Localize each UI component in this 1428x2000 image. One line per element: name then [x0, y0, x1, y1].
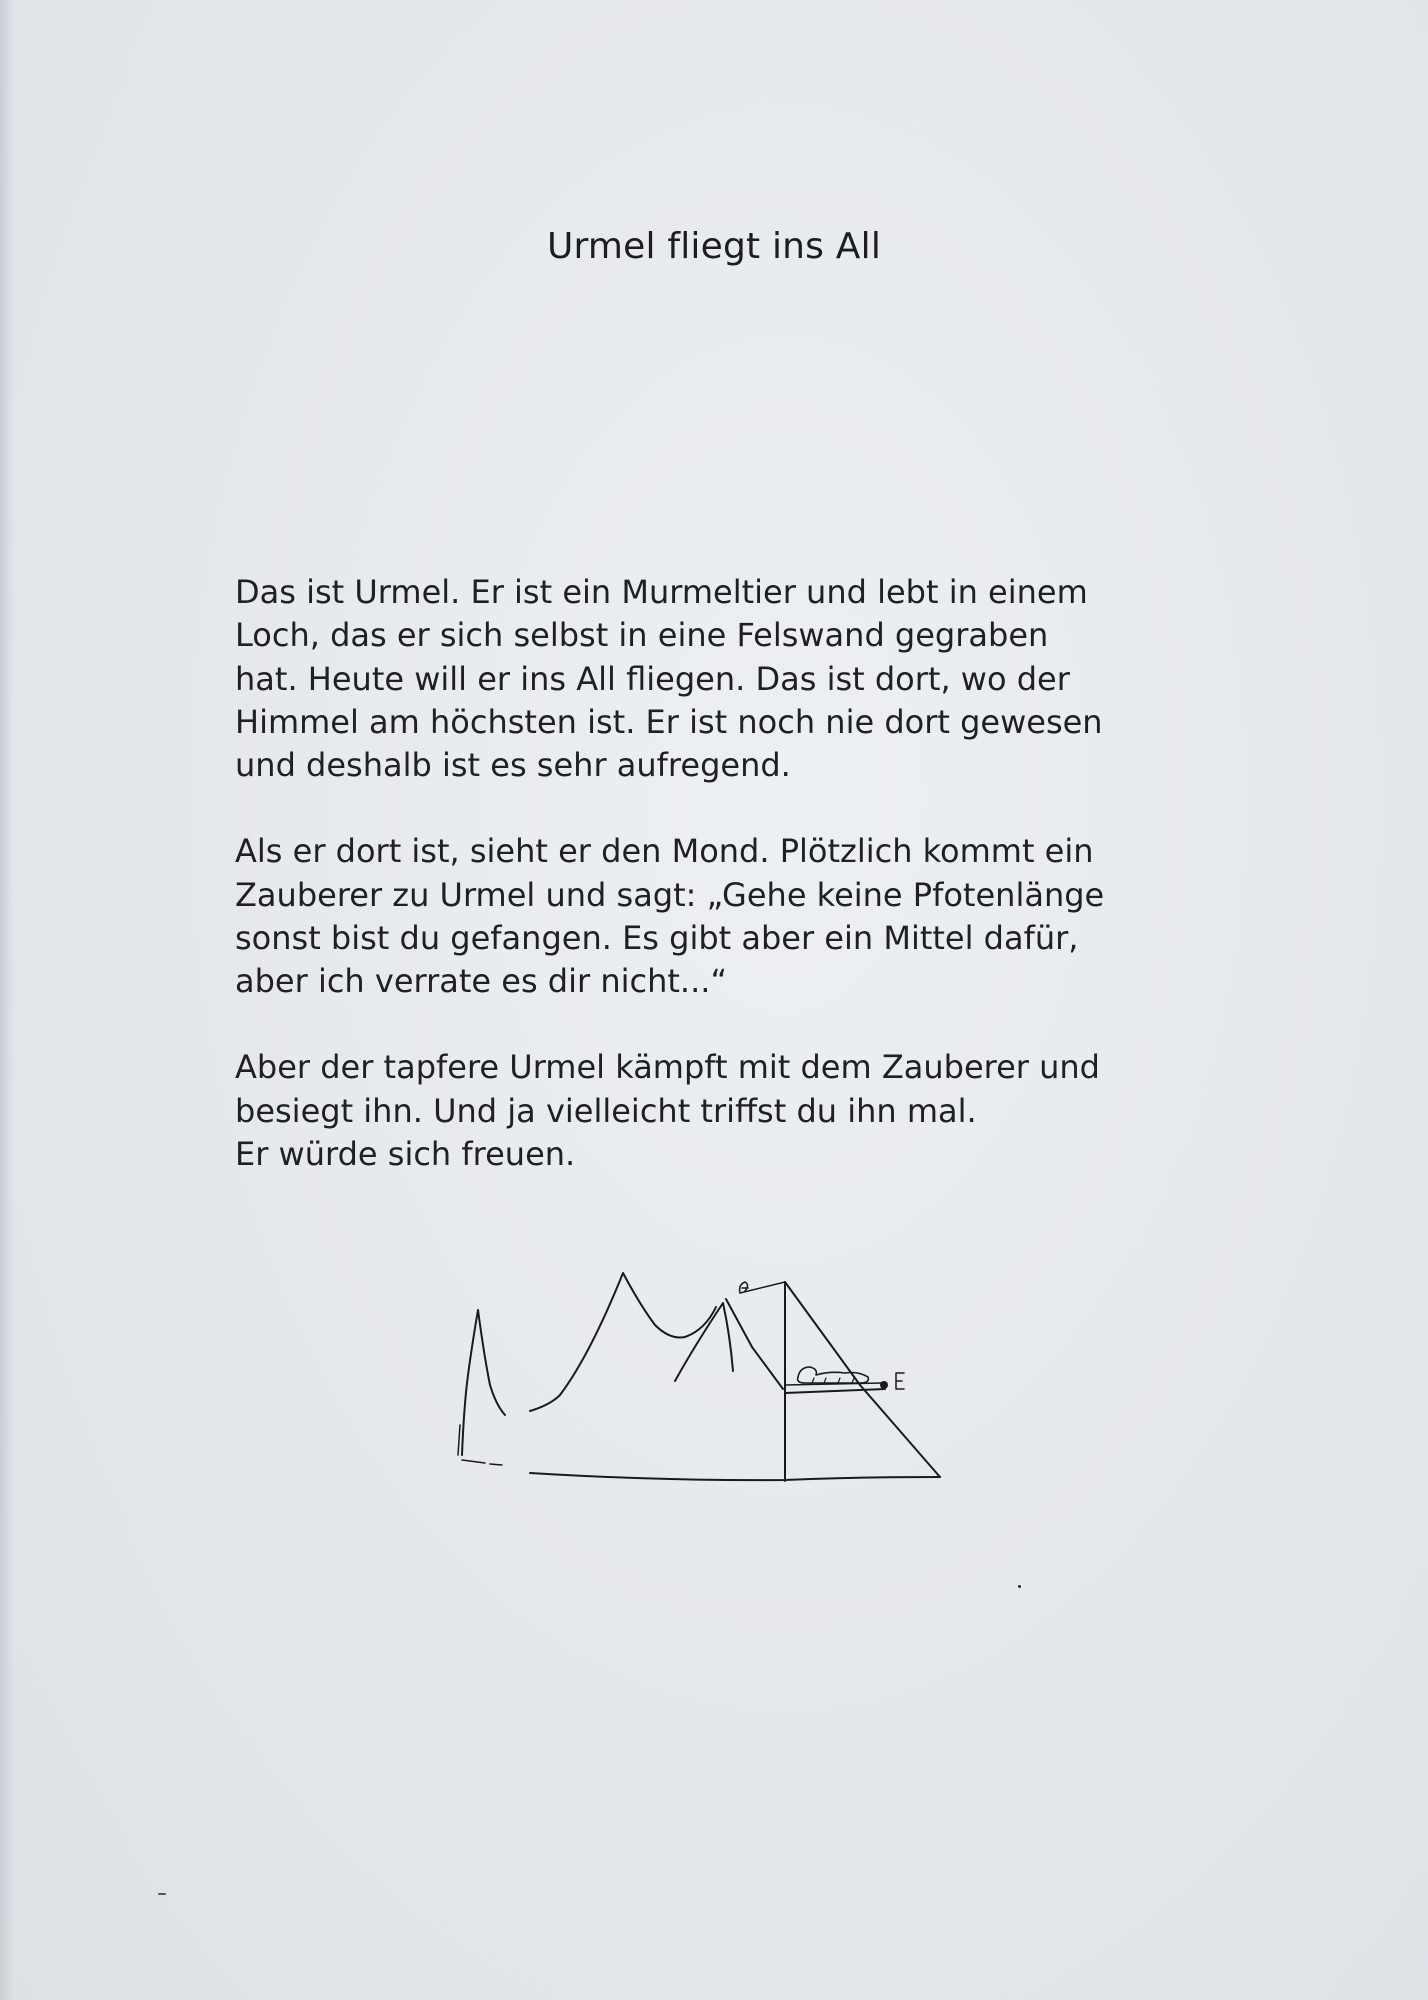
- page-title: Urmel fliegt ins All: [546, 226, 882, 267]
- sketch-right-mountain: [726, 1282, 940, 1477]
- paper-speck: [158, 1893, 166, 1895]
- story-paragraph-2: Als er dort ist, sieht er den Mond. Plötzlich kommt ein Zauberer zu Urmel und sagt: „Gehe keine Pfotenlänge sonst bist du gefangen. Es gibt aber ein Mittel dafür, aber ich verrate es dir nicht...“: [235, 832, 1105, 1001]
- story-paragraph-3: Aber der tapfere Urmel kämpft mit dem Zauberer und besiegt ihn. Und ja vielleicht triffst du ihn mal. Er würde sich freuen.: [235, 1048, 1100, 1173]
- sketch-ledge: [785, 1389, 885, 1393]
- sketch-dot: [880, 1381, 888, 1389]
- sketch-letter-e: [896, 1373, 904, 1389]
- sketch-middle-peak: [530, 1273, 716, 1411]
- sketch-inner-peak: [675, 1303, 733, 1381]
- sketch-base-line: [530, 1473, 940, 1480]
- mountain-sketch-illustration: [440, 1255, 960, 1495]
- story-text: [235, 528, 1215, 1219]
- page-edge-shadow: [0, 0, 14, 2000]
- sketch-left-base-dash: [458, 1425, 502, 1465]
- sketch-left-peak: [462, 1310, 505, 1455]
- story-paragraph-1: Das ist Urmel. Er ist ein Murmeltier und lebt in einem Loch, das er sich selbst in eine Felswand gegraben hat. Heute will er ins All fliegen. Das ist dort, wo der Himmel am höchsten ist. Er ist noch nie dort gewesen und deshalb ist es sehr aufregend.: [235, 573, 1103, 785]
- paper-speck: [1018, 1585, 1021, 1588]
